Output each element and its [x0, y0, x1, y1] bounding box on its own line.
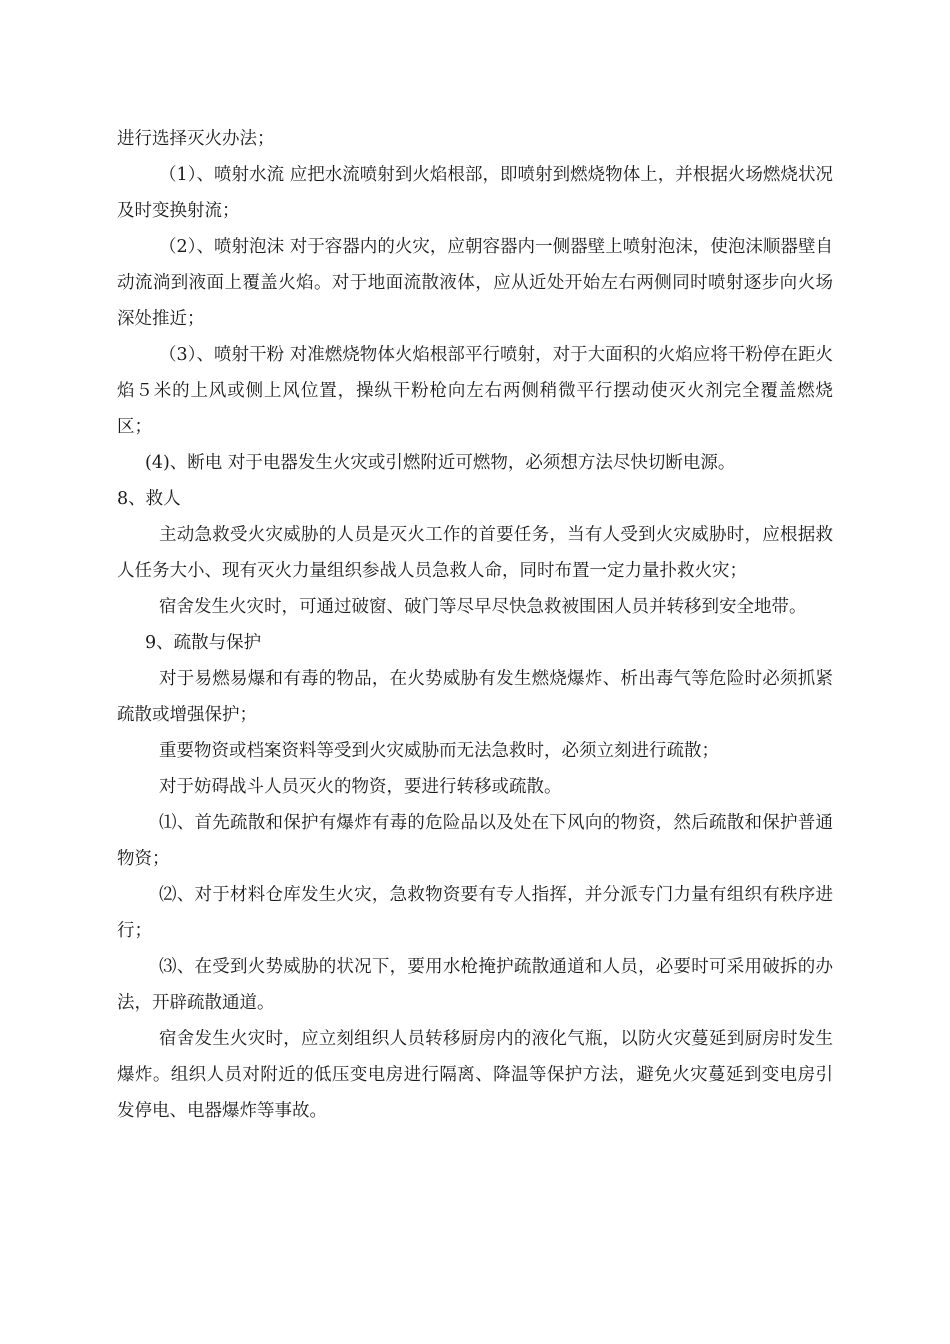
paragraph-evacuation-step-3: ⑶、在受到火势威胁的状况下，要用水枪掩护疏散通道和人员，必要时可采用破拆的办法，开辟疏散通道。 — [117, 957, 833, 1013]
paragraph-evacuation-step-2: ⑵、对于材料仓库发生火灾，急救物资要有专人指挥，并分派专门力量有组织有秩序进行； — [117, 885, 833, 941]
paragraph-important-materials: 重要物资或档案资料等受到火灾威胁而无法急救时，必须立刻进行疏散； — [159, 741, 719, 761]
paragraph-dry-powder: （3）、喷射干粉 对准燃烧物体火焰根部平行喷射，对于大面积的火焰应将干粉停在距火焰５米的上风或侧上风位置，操纵干粉枪向左右两侧稍微平行摆动使灭火剂完全覆盖燃烧区； — [117, 345, 833, 437]
document-body — [117, 121, 833, 1129]
paragraph-dorm-gas-cylinders: 宿舍发生火灾时，应立刻组织人员转移厨房内的液化气瓶，以防火灾蔓延到厨房时发生爆炸。组织人员对附近的低压变电房进行隔离、降温等保护方法，避免火灾蔓延到变电房引发停电、电器爆炸等事故。 — [117, 1029, 833, 1121]
paragraph-evacuation-step-1: ⑴、首先疏散和保护有爆炸有毒的危险品以及处在下风向的物资，然后疏散和保护普通物资； — [117, 813, 833, 869]
paragraph-rescue-priority: 主动急救受火灾威胁的人员是灭火工作的首要任务，当有人受到火灾威胁时，应根据救人任务大小、现有灭火力量组织参战人员急救人命，同时布置一定力量扑救火灾； — [117, 525, 833, 581]
paragraph-foam-spray: （2）、喷射泡沫 对于容器内的火灾，应朝容器内一侧器壁上喷射泡沫，使泡沫顺器壁自动流淌到液面上覆盖火焰。对于地面流散液体，应从近处开始左右两侧同时喷射逐步向火场深处推近； — [117, 237, 833, 329]
section-heading-evacuation: 9、疏散与保护 — [145, 633, 262, 653]
paragraph-power-off: (4)、断电 对于电器发生火灾或引燃附近可燃物，必须想方法尽快切断电源。 — [145, 453, 736, 473]
section-heading-rescue: 8、救人 — [117, 489, 181, 509]
paragraph-obstructing-materials: 对于妨碍战斗人员灭火的物资，要进行转移或疏散。 — [159, 777, 562, 797]
paragraph-water-spray: （1）、喷射水流 应把水流喷射到火焰根部，即喷射到燃烧物体上，并根据火场燃烧状况及时变换射流； — [117, 165, 833, 221]
paragraph-continuation: 进行选择灭火办法； — [117, 129, 275, 149]
paragraph-dorm-rescue: 宿舍发生火灾时，可通过破窗、破门等尽早尽快急救被围困人员并转移到安全地带。 — [159, 597, 807, 617]
paragraph-hazardous-goods: 对于易燃易爆和有毒的物品，在火势威胁有发生燃烧爆炸、析出毒气等危险时必须抓紧疏散或增强保护； — [117, 669, 833, 725]
